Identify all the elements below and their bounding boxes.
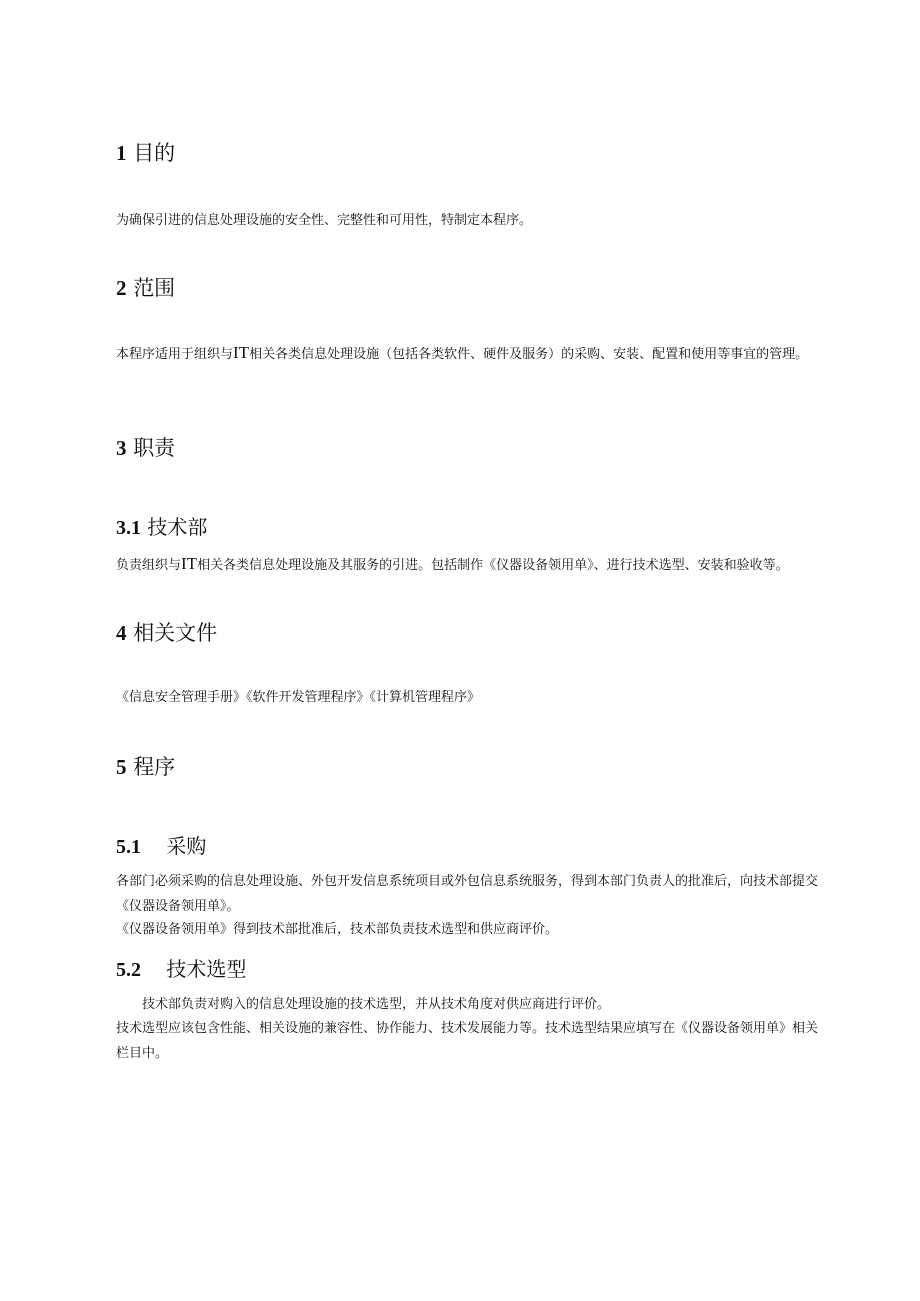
scope-paragraph: 本程序适用于组织与IT相关各类信息处理设施（包括各类软件、硬件及服务）的采购、安装、配置和使用等事宜的管理。: [116, 343, 809, 362]
tech-selection-paragraph-1: 技术部负责对购入的信息处理设施的技术选型，并从技术角度对供应商进行评价。: [142, 997, 611, 1012]
tech-selection-paragraph-2: 技术选型应该包含性能、相关设施的兼容性、协作能力、技术发展能力等。技术选型结果应填写在《仪器设备领用单》相关栏目中。: [116, 1021, 819, 1061]
tech-dept-paragraph: 负责组织与IT相关各类信息处理设施及其服务的引进。包括制作《仪器设备领用单》、进行技术选型、安装和验收等。: [116, 554, 789, 573]
purpose-paragraph: 为确保引进的信息处理设施的安全性、完整性和可用性，特制定本程序。: [116, 213, 533, 228]
purchase-paragraph-2: 《仪器设备领用单》得到技术部批准后，技术部负责技术选型和供应商评价。: [116, 922, 559, 937]
heading-tech-selection: 5.2 技术选型: [116, 957, 247, 981]
heading-responsibilities: 3 职责: [116, 436, 176, 460]
heading-purchase: 5.1 采购: [116, 834, 207, 858]
heading-purpose: 1 目的: [116, 141, 176, 165]
related-docs-paragraph: 《信息安全管理手册》《软件开发管理程序》《计算机管理程序》: [116, 690, 481, 705]
heading-scope: 2 范围: [116, 276, 176, 300]
purchase-paragraph-1: 各部门必须采购的信息处理设施、外包开发信息系统项目或外包信息系统服务，得到本部门负责人的批准后，向技术部提交《仪器设备领用单》。: [116, 874, 819, 914]
heading-related-docs: 4 相关文件: [116, 621, 218, 645]
heading-procedure: 5 程序: [116, 755, 176, 779]
heading-tech-dept: 3.1 技术部: [116, 515, 208, 539]
